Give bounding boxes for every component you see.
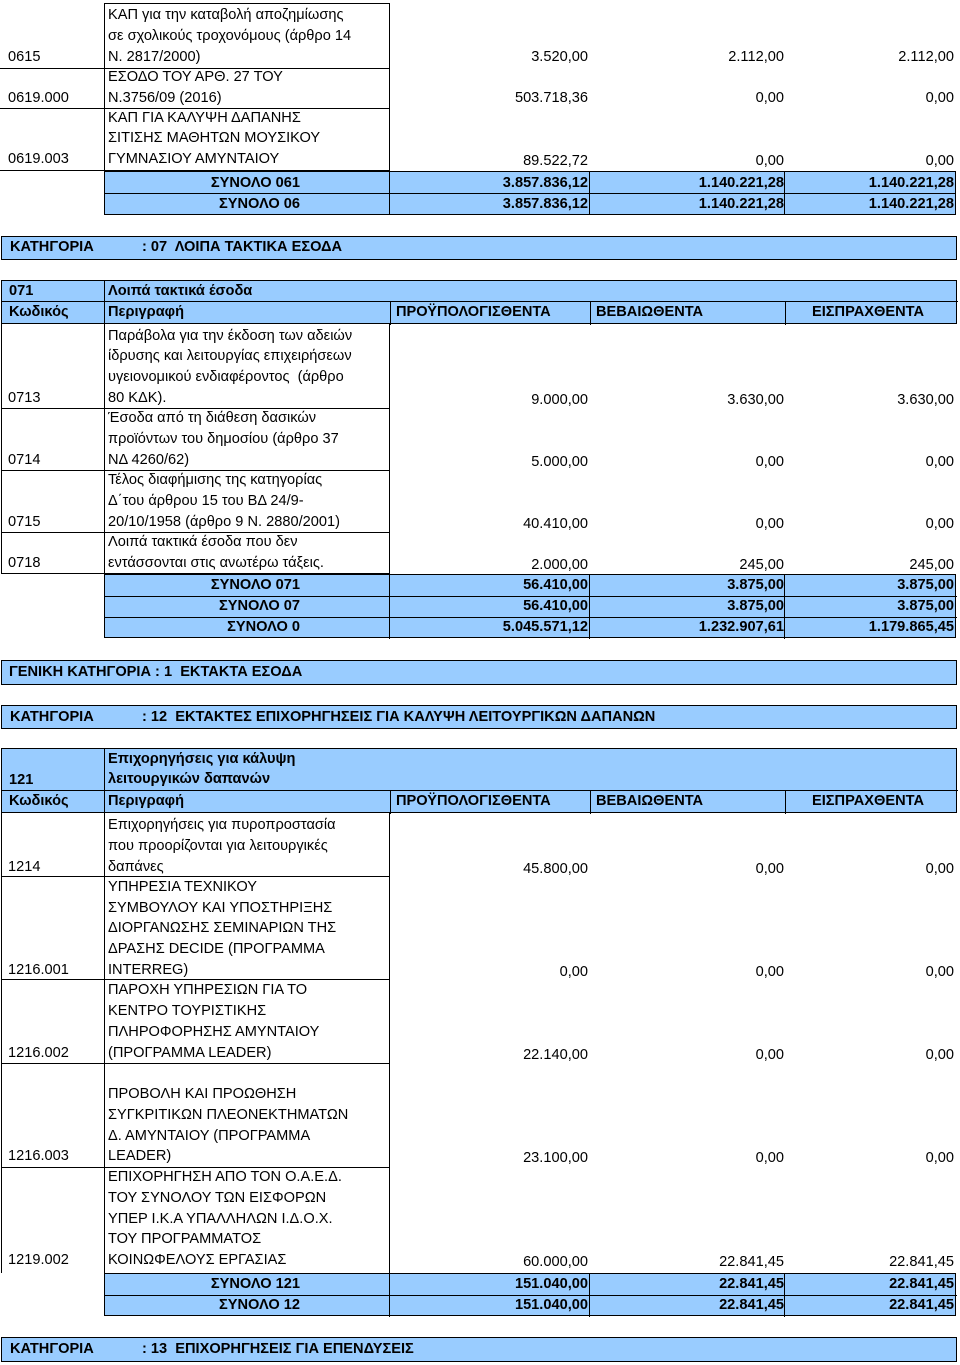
row-budget: 3.520,00 [531, 49, 588, 65]
row-desc-line: Δ. ΑΜΥΝΤΑΙΟΥ (ΠΡΟΓΡΑΜΜΑ [108, 1128, 311, 1144]
row-desc-line: Ν.3756/09 (2016) [108, 90, 222, 106]
row-code: 1216.001 [8, 962, 69, 978]
row-desc-line: Ν. 2817/2000) [108, 49, 201, 65]
row-desc-line: δαπάνες [108, 859, 164, 875]
row-code: 0714 [8, 452, 41, 468]
row-desc-line: (ΠΡΟΓΡΑΜΜΑ LEADER) [108, 1045, 272, 1061]
header-collected: ΕΙΣΠΡΑΧΘΕΝΤΑ [812, 304, 925, 320]
header-code: Κωδικός [9, 304, 69, 320]
row-certified: 0,00 [755, 516, 784, 532]
category-value: : 07 ΛΟΙΠΑ ΤΑΚΤΙΚΑ ΕΣΟΔΑ [142, 239, 343, 255]
row-code: 1216.002 [8, 1045, 69, 1061]
row-certified: 2.112,00 [728, 49, 784, 65]
row-collected: 0,00 [925, 964, 954, 980]
total-budget: 3.857.836,12 [502, 196, 588, 212]
row-desc-line: ίδρυσης και λειτουργίας επιχειρήσεων [108, 348, 352, 364]
row-desc-line: ΚΑΠ για την καταβολή αποζημίωσης [108, 7, 344, 23]
row-certified: 22.841,45 [719, 1254, 784, 1270]
row-code: 1216.003 [8, 1148, 69, 1164]
top-rows-section [0, 0, 960, 220]
row-budget: 40.410,00 [523, 516, 588, 532]
category-12-bar [1, 705, 957, 729]
row-collected: 0,00 [925, 90, 954, 106]
row-desc-line: ΚΟΙΝΩΦΕΛΟΥΣ ΕΡΓΑΣΙΑΣ [108, 1252, 287, 1268]
row-collected: 0,00 [925, 1047, 954, 1063]
header-budget: ΠΡΟΫΠΟΛΟΓΙΣΘΕΝΤΑ [396, 793, 551, 809]
row-desc-line: ΝΔ 4260/62) [108, 452, 190, 468]
row-desc-line: σε σχολικούς τροχονόμους (άρθρο 14 [108, 28, 352, 44]
row-desc-line: που προορίζονται για λειτουργικές [108, 838, 328, 854]
category-13-bar [1, 1337, 957, 1362]
total-collected: 1.140.221,28 [868, 196, 954, 212]
total-certified: 1.140.221,28 [698, 175, 784, 191]
total-collected: 1.179.865,45 [868, 619, 954, 635]
category-07-bar [1, 236, 957, 260]
row-code: 0619.003 [8, 151, 69, 167]
row-desc-line: εντάσσονται στις ανωτέρω τάξεις. [108, 555, 324, 571]
total-collected: 22.841,45 [889, 1297, 954, 1313]
row-desc-line: Δ΄του άρθρου 15 του ΒΔ 24/9- [108, 493, 304, 509]
header-certified: ΒΕΒΑΙΩΘΕΝΤΑ [596, 793, 704, 809]
row-certified: 0,00 [755, 454, 784, 470]
row-code: 1214 [8, 859, 41, 875]
row-desc-line: Έσοδα από τη διάθεση δασικών [108, 410, 317, 426]
row-desc-line: Επιχορηγήσεις για πυροπροστασία [108, 817, 336, 833]
total-certified: 1.232.907,61 [698, 619, 784, 635]
total-certified: 22.841,45 [719, 1297, 784, 1313]
row-budget: 22.140,00 [523, 1047, 588, 1063]
category-label: ΚΑΤΗΓΟΡΙΑ [10, 239, 94, 255]
row-desc-line: ΚΕΝΤΡΟ ΤΟΥΡΙΣΤΙΚΗΣ [108, 1003, 267, 1019]
subcategory-code: 071 [9, 283, 34, 299]
row-desc-line: ΔΙΟΡΓΑΝΩΣΗΣ ΣΕΜΙΝΑΡΙΩΝ ΤΗΣ [108, 920, 337, 936]
row-budget: 89.522,72 [523, 153, 588, 169]
total-label: ΣΥΝΟΛΟ 071 [210, 577, 300, 593]
row-code: 1219.002 [8, 1252, 69, 1268]
row-code: 0718 [8, 555, 41, 571]
row-code: 0615 [8, 49, 41, 65]
row-desc-line: ΣΙΤΙΣΗΣ ΜΑΘΗΤΩΝ ΜΟΥΣΙΚΟΥ [108, 130, 321, 146]
general-category-title: ΓΕΝΙΚΗ ΚΑΤΗΓΟΡΙΑ : 1 ΕΚΤΑΚΤΑ ΕΣΟΔΑ [9, 664, 303, 680]
header-code: Κωδικός [9, 793, 69, 809]
row-desc-line: ΕΣΟΔΟ ΤΟΥ ΑΡΘ. 27 ΤΟΥ [108, 69, 283, 85]
total-budget: 151.040,00 [514, 1276, 588, 1292]
row-desc-line: Λοιπά τακτικά έσοδα που δεν [108, 534, 298, 550]
row-desc-line: ΥΠΕΡ Ι.Κ.Α ΥΠΑΛΛΗΛΩΝ Ι.Δ.Ο.Χ. [108, 1211, 333, 1227]
rows-071 [0, 324, 960, 574]
total-label: ΣΥΝΟΛΟ 061 [210, 175, 300, 191]
total-label: ΣΥΝΟΛΟ 12 [219, 1297, 300, 1313]
row-desc-line: ΔΡΑΣΗΣ DECIDE (ΠΡΟΓΡΑΜΜΑ [108, 941, 325, 957]
row-certified: 0,00 [755, 1047, 784, 1063]
row-certified: 0,00 [755, 1150, 784, 1166]
row-budget: 9.000,00 [531, 392, 588, 408]
row-code: 0619.000 [8, 90, 69, 106]
header-collected: ΕΙΣΠΡΑΧΘΕΝΤΑ [812, 793, 925, 809]
total-label: ΣΥΝΟΛΟ 06 [219, 196, 300, 212]
row-collected: 3.630,00 [897, 392, 954, 408]
subcategory-071-header [1, 280, 957, 324]
total-label: ΣΥΝΟΛΟ 0 [227, 619, 300, 635]
row-desc-line: LEADER) [108, 1148, 172, 1164]
row-certified: 0,00 [755, 964, 784, 980]
row-desc-line: υγειονομικού ενδιαφέροντος (άρθρο [108, 369, 344, 385]
row-desc-line: ΠΛΗΡΟΦΟΡΗΣΗΣ ΑΜΥΝΤΑΙΟΥ [108, 1024, 320, 1040]
total-collected: 22.841,45 [889, 1276, 954, 1292]
total-label: ΣΥΝΟΛΟ 07 [219, 598, 300, 614]
row-desc-line: ΥΠΗΡΕΣΙΑ ΤΕΧΝΙΚΟΥ [108, 879, 257, 895]
row-certified: 0,00 [755, 153, 784, 169]
row-certified: 3.630,00 [727, 392, 784, 408]
total-label: ΣΥΝΟΛΟ 121 [210, 1276, 300, 1292]
row-budget: 5.000,00 [531, 454, 588, 470]
row-collected: 245,00 [909, 557, 954, 573]
total-budget: 5.045.571,12 [502, 619, 588, 635]
row-desc-line: INTERREG) [108, 962, 189, 978]
row-desc-line: Τέλος διαφήμισης της κατηγορίας [108, 472, 323, 488]
header-certified: ΒΕΒΑΙΩΘΕΝΤΑ [596, 304, 704, 320]
subcategory-code: 121 [9, 772, 34, 788]
total-budget: 56.410,00 [523, 598, 588, 614]
row-desc-line: ΚΑΠ ΓΙΑ ΚΑΛΥΨΗ ΔΑΠΑΝΗΣ [108, 110, 301, 126]
header-desc: Περιγραφή [108, 793, 185, 809]
total-certified: 3.875,00 [727, 577, 784, 593]
subcategory-121-header [1, 748, 957, 813]
subcategory-title-line: λειτουργικών δαπανών [108, 771, 271, 787]
total-collected: 3.875,00 [897, 598, 954, 614]
row-collected: 0,00 [925, 516, 954, 532]
row-code: 0713 [8, 390, 41, 406]
row-collected: 0,00 [925, 454, 954, 470]
total-collected: 3.875,00 [897, 577, 954, 593]
total-certified: 3.875,00 [727, 598, 784, 614]
row-collected: 0,00 [925, 861, 954, 877]
row-budget: 45.800,00 [523, 861, 588, 877]
row-desc-line: ΓΥΜΝΑΣΙΟΥ ΑΜΥΝΤΑΙΟΥ [108, 151, 280, 167]
subcategory-title: Λοιπά τακτικά έσοδα [108, 283, 253, 299]
row-collected: 22.841,45 [889, 1254, 954, 1270]
total-budget: 3.857.836,12 [502, 175, 588, 191]
row-collected: 0,00 [925, 153, 954, 169]
row-desc-line: ΠΑΡΟΧΗ ΥΠΗΡΕΣΙΩΝ ΓΙΑ ΤΟ [108, 982, 308, 998]
row-desc-line: ΣΥΓΚΡΙΤΙΚΩΝ ΠΛΕΟΝΕΚΤΗΜΑΤΩΝ [108, 1107, 349, 1123]
row-desc-line: ΕΠΙΧΟΡΗΓΗΣΗ ΑΠΟ ΤΟΝ Ο.Α.Ε.Δ. [108, 1169, 342, 1185]
total-budget: 151.040,00 [514, 1297, 588, 1313]
row-desc-line: Παράβολα για την έκδοση των αδειών [108, 328, 353, 344]
row-desc-line: 80 ΚΔΚ). [108, 390, 167, 406]
category-value: : 12 ΕΚΤΑΚΤΕΣ ΕΠΙΧΟΡΗΓΗΣΕΙΣ ΓΙΑ ΚΑΛΥΨΗ ΛΕΙΤΟΥΡΓΙΚΩΝ ΔΑΠΑΝΩΝ [142, 709, 656, 725]
total-certified: 1.140.221,28 [698, 196, 784, 212]
category-label: ΚΑΤΗΓΟΡΙΑ [10, 1341, 94, 1357]
category-value: : 13 ΕΠΙΧΟΡΗΓΗΣΕΙΣ ΓΙΑ ΕΠΕΝΔΥΣΕΙΣ [142, 1341, 414, 1357]
header-budget: ΠΡΟΫΠΟΛΟΓΙΣΘΕΝΤΑ [396, 304, 551, 320]
row-budget: 2.000,00 [531, 557, 588, 573]
row-budget: 503.718,36 [514, 90, 588, 106]
row-budget: 60.000,00 [523, 1254, 588, 1270]
row-certified: 245,00 [739, 557, 784, 573]
row-desc-line: ΣΥΜΒΟΥΛΟΥ ΚΑΙ ΥΠΟΣΤΗΡΙΞΗΣ [108, 900, 333, 916]
row-budget: 23.100,00 [523, 1150, 588, 1166]
total-budget: 56.410,00 [523, 577, 588, 593]
rows-121 [0, 813, 960, 1273]
subcategory-title-line: Επιχορηγήσεις για κάλυψη [108, 751, 296, 767]
row-budget: 0,00 [559, 964, 588, 980]
total-certified: 22.841,45 [719, 1276, 784, 1292]
row-desc-line: ΤΟΥ ΣΥΝΟΛΟΥ ΤΩΝ ΕΙΣΦΟΡΩΝ [108, 1190, 327, 1206]
row-code: 0715 [8, 514, 41, 530]
header-desc: Περιγραφή [108, 304, 185, 320]
general-category-bar [1, 660, 957, 685]
category-label: ΚΑΤΗΓΟΡΙΑ [10, 709, 94, 725]
row-certified: 0,00 [755, 90, 784, 106]
row-desc-line: προϊόντων του δημοσίου (άρθρο 37 [108, 431, 339, 447]
row-collected: 0,00 [925, 1150, 954, 1166]
row-collected: 2.112,00 [898, 49, 954, 65]
row-desc-line: ΠΡΟΒΟΛΗ ΚΑΙ ΠΡΟΩΘΗΣΗ [108, 1086, 297, 1102]
row-certified: 0,00 [755, 861, 784, 877]
total-collected: 1.140.221,28 [868, 175, 954, 191]
row-desc-line: ΤΟΥ ΠΡΟΓΡΑΜΜΑΤΟΣ [108, 1231, 262, 1247]
row-desc-line: 20/10/1958 (άρθρο 9 Ν. 2880/2001) [108, 514, 340, 530]
